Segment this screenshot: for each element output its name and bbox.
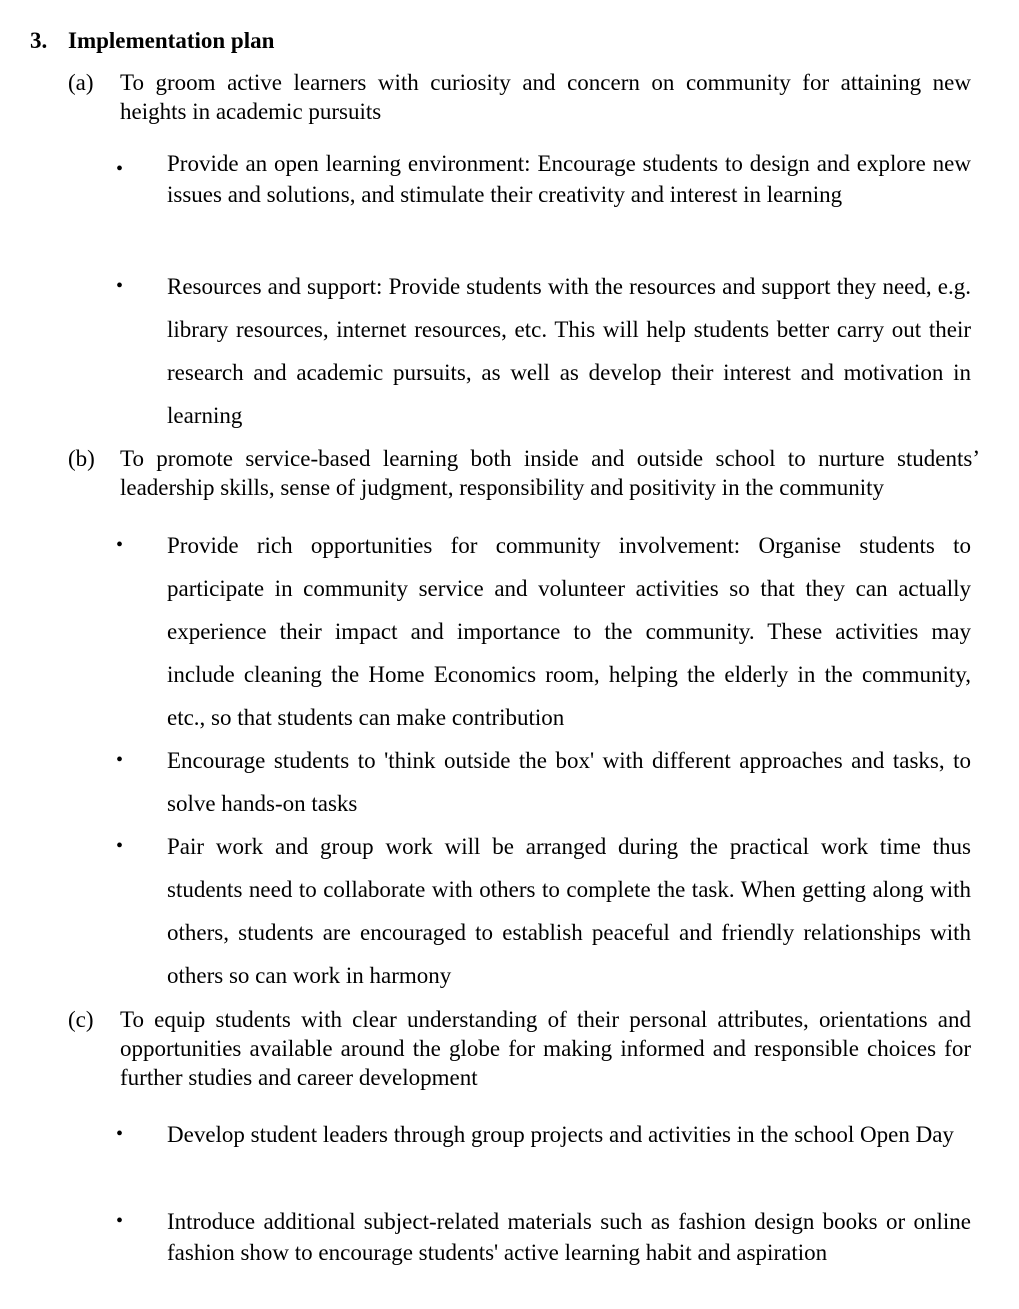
section-a-bullet-2: Resources and support: Provide students with the resources and support they need, e.g. library resources, internet resources, etc. This will help students better carry out their research and academic pursuits, as well as develop their interest and motivation in learning	[167, 274, 971, 428]
bullet-marker: •	[116, 1123, 124, 1145]
section-a-label: (a)	[68, 70, 94, 95]
section-c-label: (c)	[68, 1007, 94, 1032]
heading-number: 3.	[30, 28, 48, 53]
section-b-bullet-1: Provide rich opportunities for community involvement: Organise students to participate in community service and volunteer activities so that they can actually experience their impact and importance to the community. These activities may include cleaning the Home Economics room, helping the elderly in the community, etc., so that students can make contribution	[167, 533, 971, 730]
section-b-bullet-2: Encourage students to 'think outside the box' with different approaches and tasks, to solve hands-on tasks	[167, 748, 971, 816]
section-b-label: (b)	[68, 446, 95, 471]
section-c-bullet-2: Introduce additional subject-related materials such as fashion design books or online fashion show to encourage students' active learning habit and aspiration	[167, 1209, 971, 1265]
bullet-marker: •	[116, 534, 124, 556]
section-a-text: To groom active learners with curiosity and concern on community for attaining new heights in academic pursuits	[120, 70, 971, 124]
bullet-marker: •	[116, 749, 124, 771]
section-a-bullet-1: Provide an open learning environment: Encourage students to design and explore new issues and solutions, and stimulate their creativity and interest in learning	[167, 151, 971, 207]
bullet-marker: •	[116, 275, 124, 297]
section-b-bullet-3: Pair work and group work will be arranged during the practical work time thus students need to collaborate with others to complete the task. When getting along with others, students are encouraged to establish peaceful and friendly relationships with others so can work in harmony	[167, 834, 971, 988]
heading-title: Implementation plan	[68, 28, 275, 53]
bullet-marker: •	[116, 1210, 124, 1232]
section-heading	[30, 26, 274, 55]
section-c-bullet-1: Develop student leaders through group projects and activities in the school Open Day	[167, 1122, 954, 1147]
bullet-marker: •	[116, 158, 124, 180]
bullet-marker: •	[116, 835, 124, 857]
section-b-text: To promote service-based learning both inside and outside school to nurture students’ leadership skills, sense of judgment, responsibility and positivity in the community	[120, 446, 980, 500]
section-c-text: To equip students with clear understanding of their personal attributes, orientations and opportunities available around the globe for making informed and responsible choices for further studies and career development	[120, 1007, 971, 1090]
